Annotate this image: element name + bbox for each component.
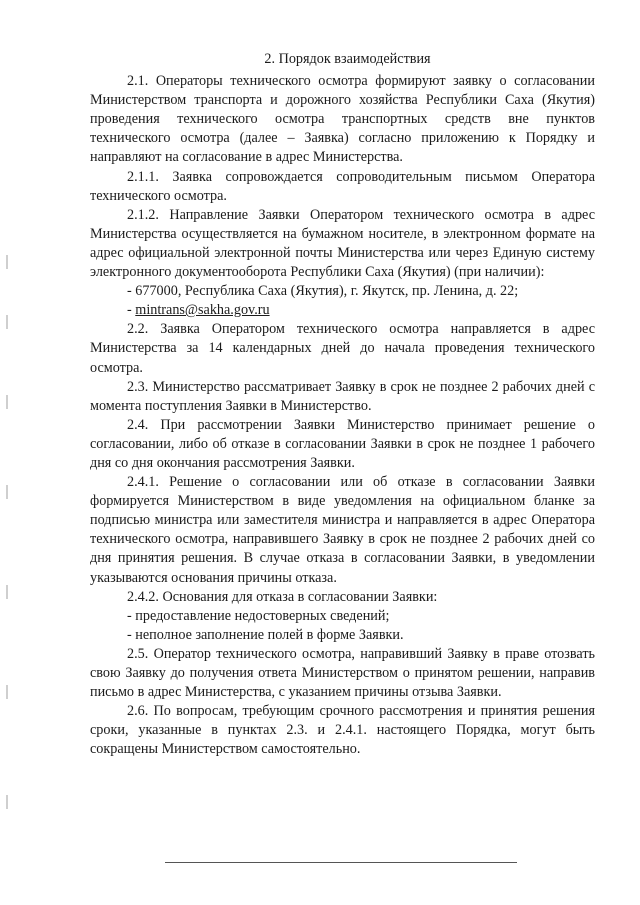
paragraph-2-5: 2.5. Оператор технического осмотра, направивший Заявку в праве отозвать свою Заявку до получения ответа Министерством о принятом решении, направив письмо в адрес Министерства, с указанием причины отзыва Заявки. [90, 645, 595, 701]
reason-item: - неполное заполнение полей в форме Заявки. [127, 626, 404, 643]
paragraph-2-2: 2.2. Заявка Оператором технического осмотра направляется в адрес Министерства за 14 календарных дней до начала проведения технического осмотра. [90, 321, 595, 376]
paragraph-2-1-2: 2.1.2. Направление Заявки Оператором технического осмотра в адрес Министерства осуществляется на бумажном носителе, в электронном формате на адрес официальной электронной почты Министерства или через Единую систему электронного документооборота Республики Саха (Якутия) (при наличии): [90, 206, 595, 281]
paragraph-2-6: 2.6. По вопросам, требующим срочного рассмотрения и принятия решения сроки, указанные в пунктах 2.3. и 2.4.1. настоящего Порядка, могут быть сокращены Министерством самостоятельно. [90, 703, 595, 758]
email-link[interactable]: mintrans@sakha.gov.ru [135, 302, 270, 319]
paragraph-2-1: 2.1. Операторы технического осмотра формируют заявку о согласовании Министерством транспорта и дорожного хозяйства Республики Саха (Якутия) проведения технического осмотра транспортных средств вне пунктов технического осмотра (далее – Заявка) согласно приложению к Порядку и направляют на согласование в адрес Министерства. [90, 73, 595, 166]
reason-item: - предоставление недостоверных сведений; [127, 607, 390, 624]
paragraph-2-4: 2.4. При рассмотрении Заявки Министерство принимает решение о согласовании, либо об отказе в согласовании Заявки в срок не позднее 1 рабочего дня со дня окончания рассмотрения Заявки. [90, 416, 595, 471]
paragraph-2-3: 2.3. Министерство рассматривает Заявку в срок не позднее 2 рабочих дней с момента поступления Заявки в Министерство. [90, 378, 595, 414]
paragraph-2-1-1: 2.1.1. Заявка сопровождается сопроводительным письмом Оператора технического осмотра. [90, 168, 595, 204]
section-heading: 2. Порядок взаимодействия [264, 51, 431, 67]
document-page [90, 50, 595, 759]
paragraph-2-4-1: 2.4.1. Решение о согласовании или об отказе в согласовании Заявки формируется Министерством в виде уведомления на официальном бланке за подписью министра или заместителя министра и направляется в адрес Оператора технического осмотра, направившего Заявку в срок не позднее 2 рабочих дней со дня принятия решения. В случае отказа в согласовании Заявки, в уведомлении указываются основания причины отказа. [90, 474, 595, 586]
end-rule [165, 862, 517, 863]
scan-edge-marks [6, 255, 10, 855]
email-prefix: - [127, 302, 136, 319]
email-line [90, 301, 595, 320]
address-line: - 677000, Республика Саха (Якутия), г. Якутск, пр. Ленина, д. 22; [127, 283, 519, 300]
paragraph-2-4-2: 2.4.2. Основания для отказа в согласовании Заявки: [127, 588, 438, 605]
